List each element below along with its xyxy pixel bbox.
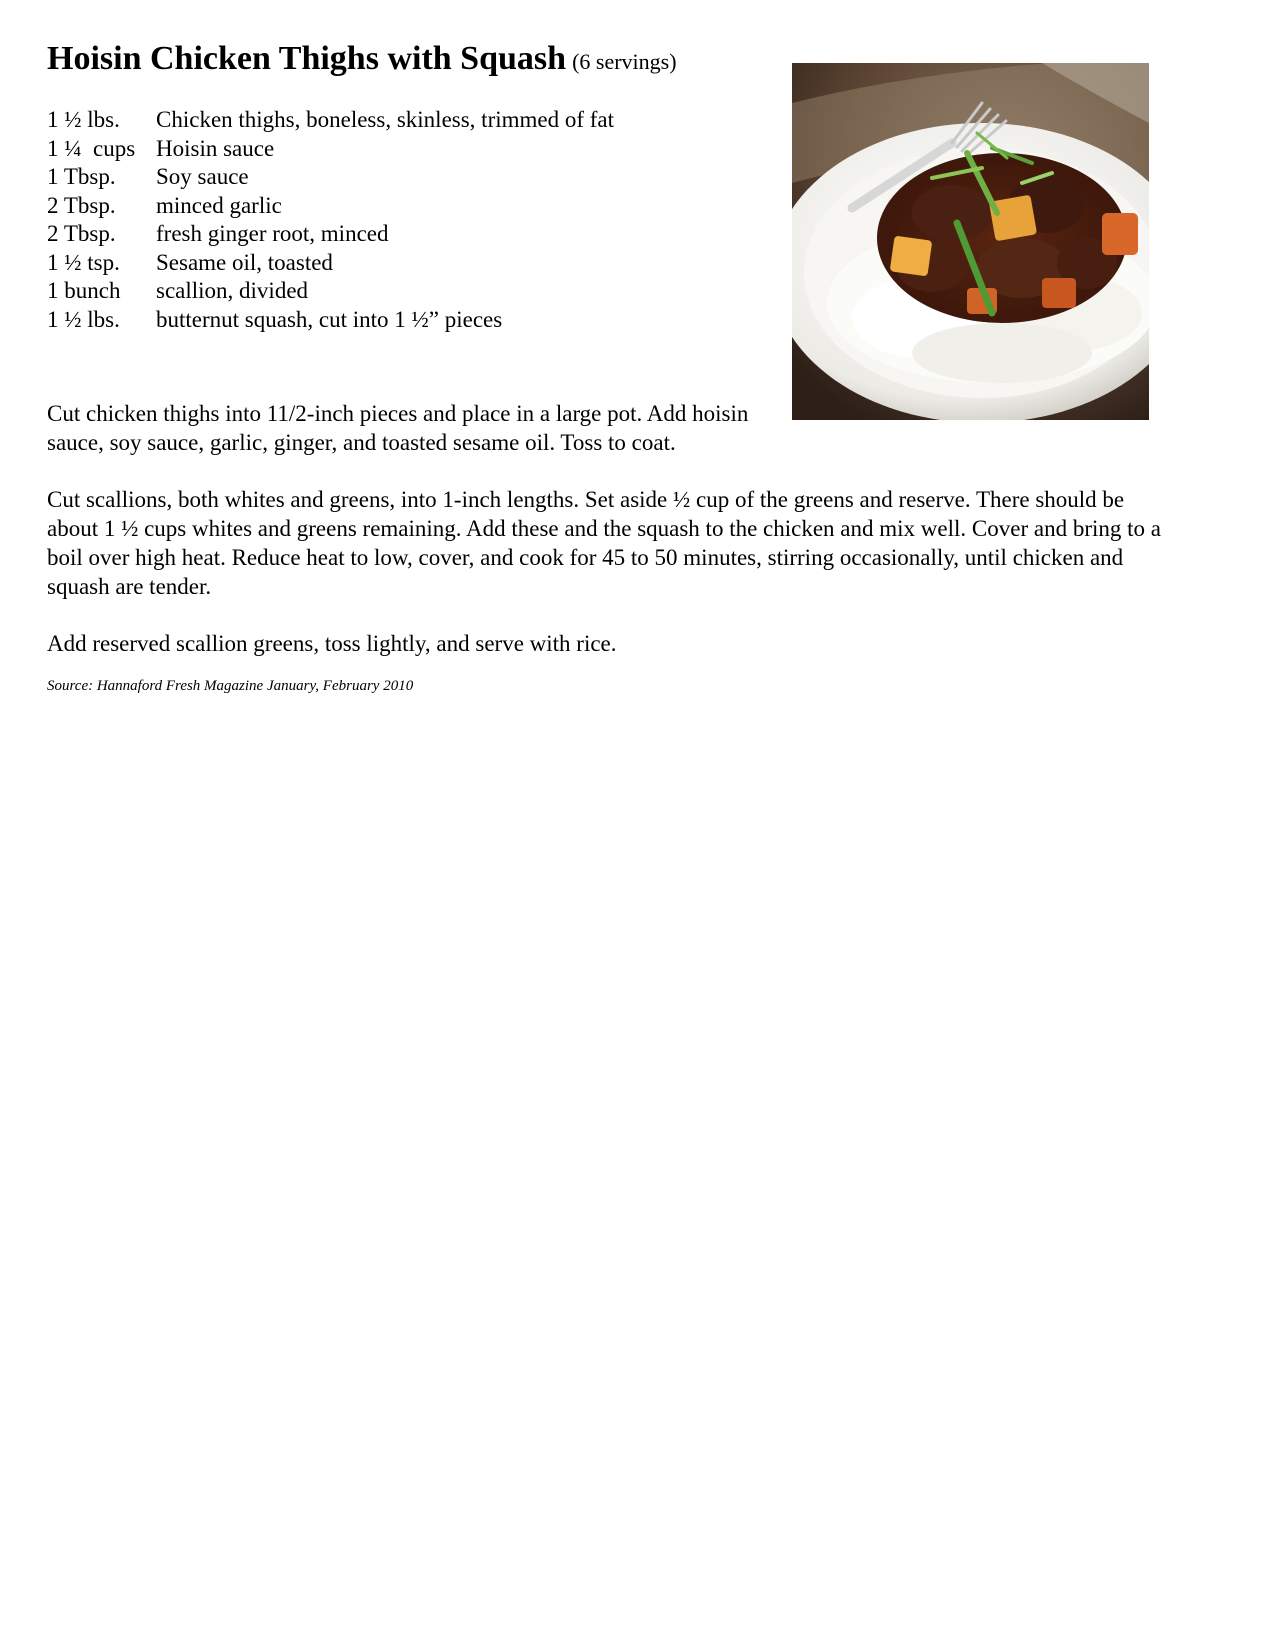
instruction-step-2: Cut scallions, both whites and greens, into 1-inch lengths. Set aside ½ cup of the greens and reserve. There should be about 1 ½ cups whites and greens remaining. Add these and the squash to the chicken and mix well. Cover and bring to a boil over high heat. Reduce heat to low, cover, and cook for 45 to 50 minutes, stirring occasionally, until chicken and squash are tender. xyxy=(47,487,1161,599)
ingredient-row xyxy=(47,277,614,306)
instruction-step-3: Add reserved scallion greens, toss lightly, and serve with rice. xyxy=(47,631,617,656)
ingredient-quantity: 2 Tbsp. xyxy=(47,221,116,246)
ingredient-quantity: 2 Tbsp. xyxy=(47,192,116,218)
ingredient-quantity: 1 ¼ cups xyxy=(47,135,136,161)
ingredient-quantity: 1 ½ lbs. xyxy=(47,306,120,332)
ingredient-quantity: 1 Tbsp. xyxy=(47,164,116,189)
ingredient-name: scallion, divided xyxy=(156,278,309,303)
ingredient-name: butternut squash, cut into 1 ½” pieces xyxy=(156,306,503,332)
ingredient-list xyxy=(47,106,614,334)
ingredient-quantity: 1 ½ tsp. xyxy=(47,249,120,275)
ingredient-row xyxy=(47,135,614,164)
ingredient-quantity: 1 ½ lbs. xyxy=(47,107,120,132)
instruction-step-1: Cut chicken thighs into 11/2-inch pieces and place in a large pot. Add hoisin sauce, soy sauce, garlic, ginger, and toasted sesame oil. Toss to coat. xyxy=(47,401,749,455)
ingredient-row xyxy=(47,192,614,221)
recipe-header xyxy=(47,42,677,76)
ingredient-name: Soy sauce xyxy=(156,164,249,189)
recipe-source: Source: Hannaford Fresh Magazine January, February 2010 xyxy=(47,678,414,694)
dish-photo xyxy=(792,63,1149,420)
recipe-servings: (6 servings) xyxy=(572,49,677,74)
ingredient-row xyxy=(47,306,614,335)
ingredient-name: fresh ginger root, minced xyxy=(156,221,389,246)
ingredient-quantity: 1 bunch xyxy=(47,278,121,303)
dish-illustration xyxy=(792,63,1149,420)
ingredient-name: Chicken thighs, boneless, skinless, trimmed of fat xyxy=(156,107,615,132)
ingredient-row xyxy=(47,106,614,135)
ingredient-name: Hoisin sauce xyxy=(156,135,275,161)
ingredient-row xyxy=(47,220,614,249)
ingredient-name: minced garlic xyxy=(156,192,282,218)
ingredient-row xyxy=(47,249,614,278)
ingredient-row xyxy=(47,163,614,192)
recipe-title: Hoisin Chicken Thighs with Squash xyxy=(47,40,567,77)
ingredient-name: Sesame oil, toasted xyxy=(156,249,333,275)
